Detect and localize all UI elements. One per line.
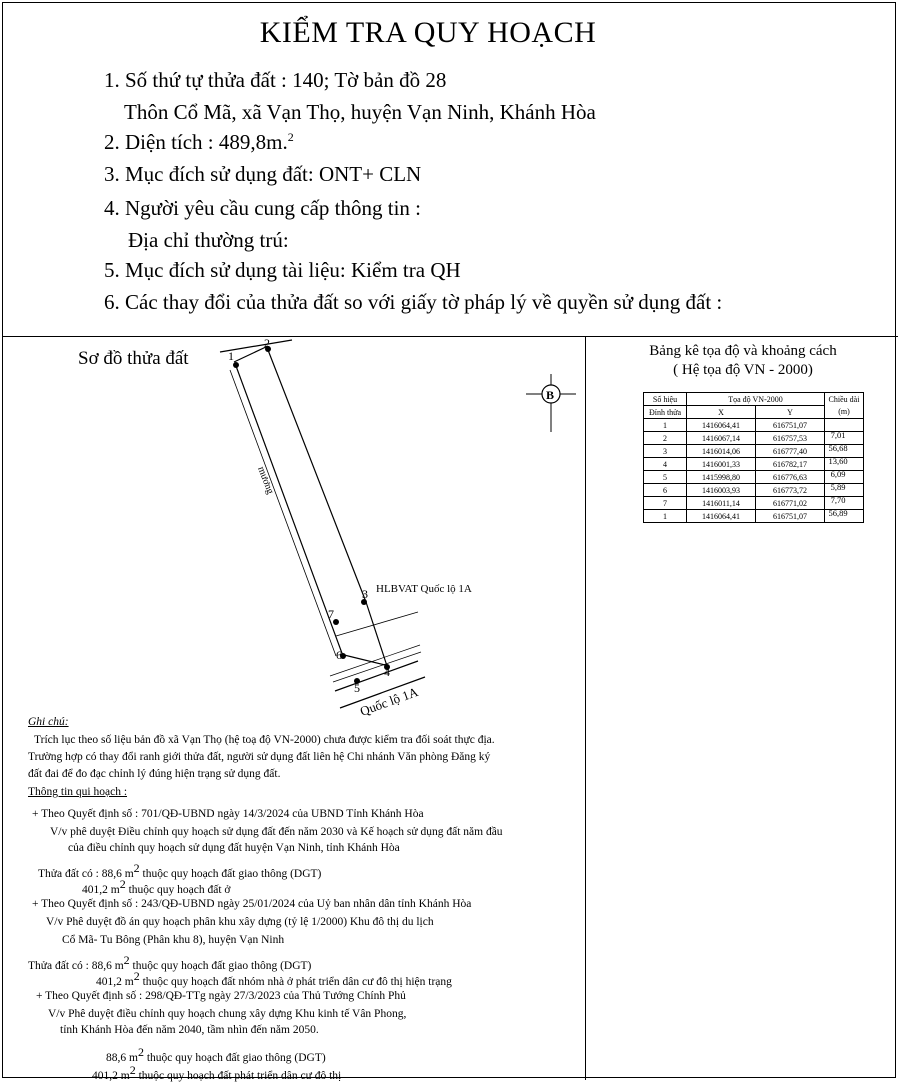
changes-line: 6. Các thay đổi của thửa đất so với giấy tờ pháp lý về quyền sử dụng đất :: [104, 290, 723, 314]
decision-1-c: Thửa đất có : 88,6 $m^2$ thuộc quy hoạch đất giao thông (DGT): [38, 861, 322, 880]
point-label-6: 6: [336, 648, 342, 662]
page-title: KIỂM TRA QUY HOẠCH: [259, 16, 597, 49]
decision-2-b: Cổ Mã- Tu Bông (Phân khu 8), huyện Vạn Ninh: [62, 934, 285, 946]
y-cell: 616757,53: [756, 432, 825, 445]
decision-1-d: 401,2 $m^2$ thuộc quy hoạch đất ở: [82, 877, 231, 896]
vertex-cell: 6: [644, 484, 687, 497]
land-use-line: 3. Mục đích sử dụng đất: ONT+ CLN: [104, 162, 422, 186]
vertex-cell: 3: [644, 445, 687, 458]
decision-2-c: Thửa đất có : 88,6 $m^2$ thuộc quy hoạch đất giao thông (DGT): [28, 953, 312, 972]
header-toado: Tọa độ VN-2000: [687, 393, 825, 406]
x-cell: 1415998,80: [687, 471, 756, 484]
purpose-line: 5. Mục đích sử dụng tài liệu: Kiểm tra QH: [104, 258, 461, 282]
parcel-edge-west: [236, 366, 343, 656]
parcel-diagram: [0, 336, 585, 726]
vertex-cell: 4: [644, 458, 687, 471]
vertex-cell: 7: [644, 497, 687, 510]
x-cell: 1416014,06: [687, 445, 756, 458]
y-cell: 616751,07: [756, 510, 825, 523]
road-label: Quốc lộ 1A: [357, 683, 421, 719]
parcel-number-line: 1. Số thứ tự thửa đất : 140; Tờ bản đồ 28: [104, 68, 447, 92]
notes-heading: Ghi chú:: [28, 716, 69, 728]
distance-value: 56,68: [828, 443, 848, 453]
diagram-title: Sơ đồ thửa đất: [78, 348, 189, 369]
point-label-5: 5: [354, 681, 360, 695]
notes-p2: Trường hợp có thay đổi ranh giới thửa đất, người sử dụng đất liên hệ Chi nhánh Văn phòng Đăng ký: [28, 751, 491, 763]
y-cell: 616777,40: [756, 445, 825, 458]
y-cell: 616771,02: [756, 497, 825, 510]
decision-3: + Theo Quyết định số : 298/QĐ-TTg ngày 27/3/2023 của Thủ Tướng Chính Phủ: [36, 990, 406, 1002]
distance-value: 13,60: [828, 456, 848, 466]
x-cell: 1416064,41: [687, 510, 756, 523]
header-sohieu: Số hiệu: [644, 393, 687, 406]
point-label-7: 7: [328, 607, 334, 621]
header-y: Y: [756, 406, 825, 419]
x-cell: 1416011,14: [687, 497, 756, 510]
decision-1: + Theo Quyết định số : 701/QĐ-UBND ngày 14/3/2024 của UBND Tỉnh Khánh Hòa: [32, 808, 424, 820]
vertex-cell: 1: [644, 510, 687, 523]
notes-p1: Trích lục theo số liệu bản đồ xã Vạn Thọ (hệ toạ độ VN-2000) chưa được kiểm tra đối soát thực địa.: [34, 734, 495, 746]
y-cell: 616776,63: [756, 471, 825, 484]
decision-1-a: V/v phê duyệt Điều chỉnh quy hoạch sử dụng đất đến năm 2030 và Kế hoạch sử dụng đất năm đầu: [50, 826, 503, 838]
requester-line: 4. Người yêu cầu cung cấp thông tin :: [104, 196, 421, 220]
vertex-cell: 1: [644, 419, 687, 432]
distance-value: 6,09: [830, 469, 846, 479]
x-cell: 1416064,41: [687, 419, 756, 432]
decision-2-d: 401,2 $m^2$ thuộc quy hoạch đất nhóm nhà ở phát triển dân cư đô thị hiện trạng: [96, 969, 452, 988]
column-divider: [585, 336, 586, 1080]
distance-value: 56,89: [828, 508, 848, 518]
parcel-edge-east-lower: [366, 602, 387, 666]
x-cell: 1416067,14: [687, 432, 756, 445]
distance-value: 7,70: [830, 495, 846, 505]
ditch-label: mương: [255, 465, 276, 496]
point-label-1: 1: [228, 349, 234, 363]
coord-table-title-2: ( Hệ tọa độ VN - 2000): [673, 362, 813, 378]
point-label-2: 2: [264, 336, 270, 350]
address-line: Thôn Cổ Mã, xã Vạn Thọ, huyện Vạn Ninh, Khánh Hòa: [124, 100, 596, 124]
decision-3-c: 88,6 $m^2$ thuộc quy hoạch đất giao thông (DGT): [106, 1045, 326, 1064]
point-label-3: 3: [362, 587, 368, 601]
north-arrow: [526, 374, 576, 432]
point-label-4: 4: [384, 665, 390, 679]
header-x: X: [687, 406, 756, 419]
parcel-edge-east-upper: [268, 350, 366, 602]
header-m: (m): [825, 406, 864, 419]
vertex-cell: 2: [644, 432, 687, 445]
decision-2: + Theo Quyết định số : 243/QĐ-UBND ngày 25/01/2024 của Uỷ ban nhân dân tỉnh Khánh Hòa: [32, 898, 472, 910]
ditch-line: [230, 370, 336, 656]
north-label: B: [546, 388, 555, 402]
x-cell: 1416003,93: [687, 484, 756, 497]
decision-3-b: tỉnh Khánh Hòa đến năm 2040, tầm nhìn đến năm 2050.: [60, 1024, 319, 1036]
hlbvat-label: HLBVAT Quốc lộ 1A: [376, 583, 472, 595]
y-cell: 616773,72: [756, 484, 825, 497]
area-line: 2. Diện tích : 489,8m.$^2$: [104, 130, 294, 154]
vertex-cell: 5: [644, 471, 687, 484]
distance-value: 7,01: [830, 430, 846, 440]
decision-3-d: 401,2 $m^2$ thuộc quy hoạch đất phát triển dân cư đô thị: [92, 1063, 342, 1082]
y-cell: 616782,17: [756, 458, 825, 471]
decision-1-b: của điều chỉnh quy hoạch sử dụng đất huyện Vạn Ninh, tỉnh Khánh Hòa: [68, 842, 400, 854]
distance-value: 5,89: [830, 482, 846, 492]
coord-table-title-1: Bảng kê tọa độ và khoảng cách: [649, 343, 837, 359]
coord-table-title: [590, 342, 896, 380]
y-cell: 616751,07: [756, 419, 825, 432]
notes-p3: đất đai để đo đạc chỉnh lý đúng hiện trạng sử dụng đất.: [28, 768, 281, 780]
decision-2-a: V/v Phê duyệt đồ án quy hoạch phân khu xây dựng (tỷ lệ 1/2000) Khu đô thị du lịch: [46, 916, 434, 928]
residence-line: Địa chỉ thường trú:: [128, 228, 289, 252]
hlbvat-line: [336, 612, 418, 636]
header-dinhthua: Đỉnh thửa: [644, 406, 687, 419]
x-cell: 1416001,33: [687, 458, 756, 471]
info-heading: Thông tin qui hoạch :: [28, 786, 128, 798]
header-chieudai: Chiều dài: [825, 393, 864, 406]
decision-3-a: V/v Phê duyệt điều chỉnh quy hoạch chung xây dựng Khu kinh tế Vân Phong,: [48, 1008, 407, 1020]
